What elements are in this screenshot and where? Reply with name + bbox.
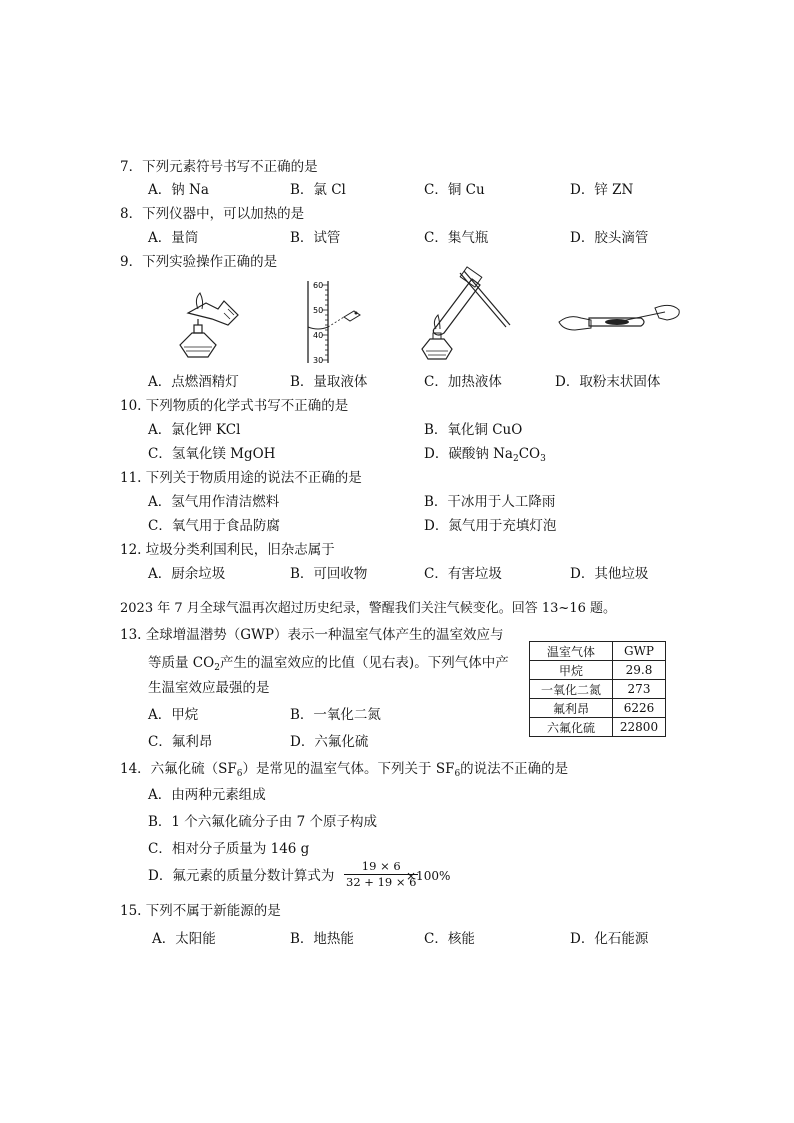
alcohol-lamp-lighting-image <box>168 285 248 365</box>
q8-stem: 8．下列仪器中，可以加热的是 <box>120 206 305 222</box>
q12-option-b: B．可回收物 <box>290 566 368 582</box>
q11-option-c: C．氧气用于食品防腐 <box>148 518 280 534</box>
q7-option-a: A．钠 Na <box>148 182 209 198</box>
table-header-row <box>530 642 666 661</box>
q7-stem: 7．下列元素符号书写不正确的是 <box>120 159 318 175</box>
table-cell: 6226 <box>613 699 666 718</box>
table-cell: 甲烷 <box>530 661 613 680</box>
q13-option-a: A．甲烷 <box>148 707 199 723</box>
q10-stem: 10. 下列物质的化学式书写不正确的是 <box>120 398 349 414</box>
table-cell: 22800 <box>613 718 666 737</box>
graduated-cylinder-image <box>298 277 378 367</box>
q9-option-b: B．量取液体 <box>290 374 368 390</box>
section-intro: 2023 年 7 月全球气温再次超过历史纪录，警醒我们关注气候变化。回答 13~16 题。 <box>120 601 616 616</box>
q9-option-c: C．加热液体 <box>424 374 502 390</box>
q8-option-c: C．集气瓶 <box>424 230 489 246</box>
q13-option-b: B．一氧化二氮 <box>290 707 381 723</box>
table-row <box>530 718 666 737</box>
q13-line3: 生温室效应最强的是 <box>148 680 270 696</box>
fraction-denominator: 32 + 19 × 6 <box>346 875 417 889</box>
q14-stem: 14．六氟化硫$(SF_6)$是常见的温室气体。下列关于 $SF_6$的说法不正确的是 <box>120 761 569 779</box>
q14-option-a: A．由两种元素组成 <box>148 787 266 803</box>
q12-option-c: C．有害垃圾 <box>424 566 502 582</box>
table-cell: 一氧化二氮 <box>530 680 613 699</box>
q15-option-c: C．核能 <box>424 931 475 947</box>
q9-option-d: D．取粉末状固体 <box>555 374 661 390</box>
q8-option-a: A．量筒 <box>148 230 199 246</box>
q15-stem: 15. 下列不属于新能源的是 <box>120 903 281 919</box>
q11-option-d: D．氮气用于充填灯泡 <box>424 518 557 534</box>
cylinder-tick-40: 40 <box>313 331 324 340</box>
q13-option-c: C．氟利昂 <box>148 734 213 750</box>
q15-option-d: D．化石能源 <box>570 931 649 947</box>
q13-option-d: D．六氟化硫 <box>290 734 369 750</box>
q15-option-b: B．地热能 <box>290 931 354 947</box>
q8-option-b: B．试管 <box>290 230 341 246</box>
cylinder-tick-60: 60 <box>313 281 324 290</box>
table-header-gas: 温室气体 <box>530 642 613 661</box>
heating-test-tube-image <box>410 265 520 365</box>
cylinder-tick-30: 30 <box>313 356 324 365</box>
table-row <box>530 661 666 680</box>
q7-option-c: C．铜 Cu <box>424 182 485 198</box>
q11-stem: 11. 下列关于物质用途的说法不正确的是 <box>120 470 362 486</box>
cylinder-tick-50: 50 <box>313 306 324 315</box>
q10-option-a: A．氯化钾 KCl <box>148 422 241 438</box>
q9-stem: 9．下列实验操作正确的是 <box>120 254 278 270</box>
gwp-table <box>529 641 666 737</box>
q11-option-a: A．氢气用作清洁燃料 <box>148 494 280 510</box>
q12-option-a: A．厨余垃圾 <box>148 566 226 582</box>
table-cell: 273 <box>613 680 666 699</box>
q7-option-d: D．锌 ZN <box>570 182 634 198</box>
q11-option-b: B．干冰用于人工降雨 <box>424 494 556 510</box>
q14-option-b: B．1 个六氟化硫分子由 7 个原子构成 <box>148 814 377 830</box>
q9-option-a: A．点燃酒精灯 <box>148 374 239 390</box>
q12-option-d: D．其他垃圾 <box>570 566 649 582</box>
q8-option-d: D．胶头滴管 <box>570 230 649 246</box>
table-row <box>530 699 666 718</box>
table-cell: 29.8 <box>613 661 666 680</box>
q10-option-d: D．碳酸钠 $Na_2CO_3$ <box>424 446 546 464</box>
q13-line2: 等质量 $CO_2$产生的温室效应的比值（见右表)。下列气体中产 <box>148 655 509 673</box>
table-cell: 氟利昂 <box>530 699 613 718</box>
q13-line1: 13. 全球增温潜势（GWP）表示一种温室气体产生的温室效应与 <box>120 627 504 643</box>
q10-option-b: B．氧化铜 CuO <box>424 422 523 438</box>
q12-stem: 12. 垃圾分类利国利民，旧杂志属于 <box>120 542 335 558</box>
table-cell: 六氟化硫 <box>530 718 613 737</box>
q14-option-c: C．相对分子质量为 146 g <box>148 841 310 857</box>
q7-option-b: B．氯 Cl <box>290 182 346 198</box>
powder-sampling-image <box>555 300 685 340</box>
table-header-gwp: GWP <box>613 642 666 661</box>
table-row <box>530 680 666 699</box>
fraction-tail: ×100% <box>406 869 451 883</box>
fraction-numerator: 19 × 6 <box>361 859 401 873</box>
q10-option-c: C．氢氧化镁 MgOH <box>148 446 276 462</box>
q14-option-d: D．氟元素的质量分数计算式为 <box>148 868 335 884</box>
q15-option-a: A．太阳能 <box>152 931 216 947</box>
